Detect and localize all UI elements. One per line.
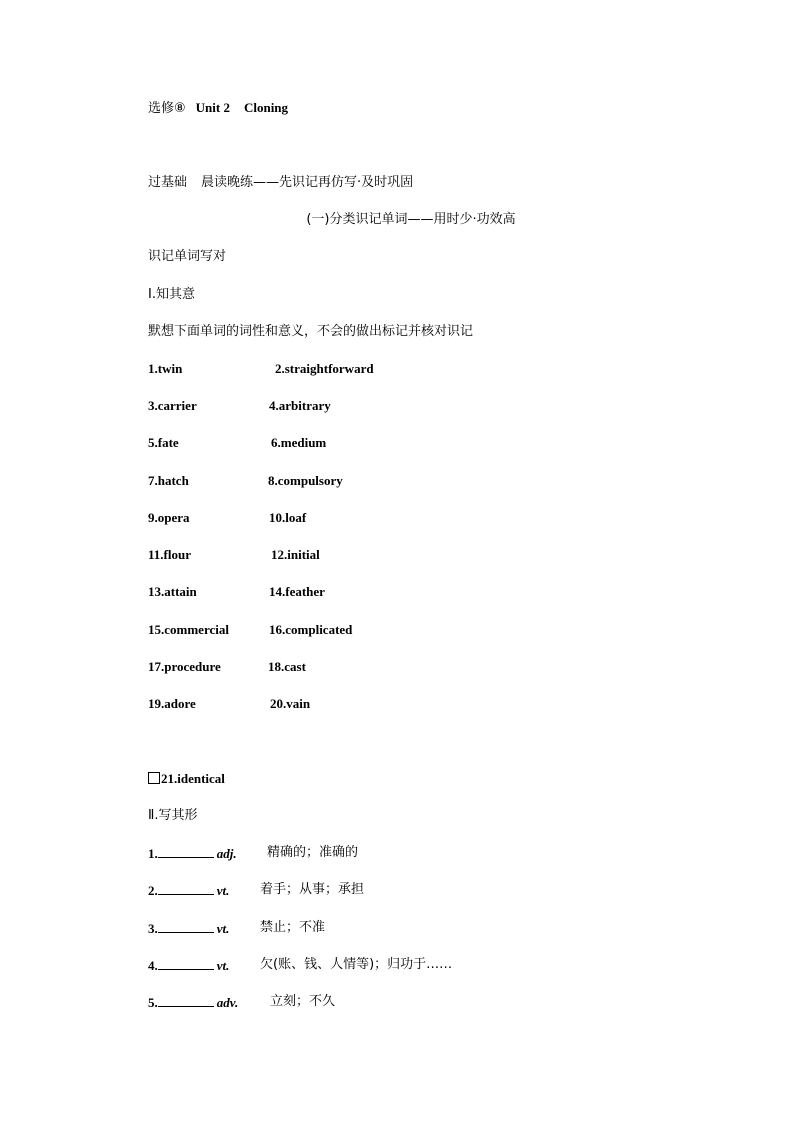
section-heading: [148, 174, 413, 192]
vocab-item: 15.commercial: [148, 622, 229, 637]
subsection-title: (一)分类识记单词——用时少·功效高: [306, 212, 516, 227]
vocab-item: 11.flour: [148, 547, 191, 562]
fill-number: 1.: [148, 846, 158, 861]
part-two-label: Ⅱ.写其形: [148, 808, 198, 823]
answer-blank[interactable]: [158, 881, 214, 895]
vocab-item: 18.cast: [268, 659, 306, 674]
vocab-item: 3.carrier: [148, 398, 197, 413]
part-of-speech: adj.: [216, 846, 237, 861]
answer-blank[interactable]: [158, 956, 214, 970]
fill-number: 2.: [148, 883, 158, 898]
part-of-speech: vt.: [216, 958, 230, 973]
answer-blank[interactable]: [158, 993, 214, 1007]
book-label: 选修⑧: [148, 101, 186, 116]
word-meaning: 着手；从事；承担: [260, 882, 365, 897]
vocab-item: 4.arbitrary: [269, 398, 331, 413]
part-one-label: Ⅰ.知其意: [148, 287, 195, 302]
vocab-item: 7.hatch: [148, 473, 189, 488]
vocab-item: 10.loaf: [269, 510, 307, 525]
unit-label: Unit 2: [195, 100, 230, 115]
fill-number: 3.: [148, 921, 158, 936]
page-title: [148, 99, 288, 118]
fill-row: [148, 993, 336, 1011]
word-meaning: 禁止；不准: [260, 920, 326, 935]
vocab-item: 5.fate: [148, 435, 179, 450]
fill-row: [148, 881, 365, 899]
checkbox-icon[interactable]: [148, 772, 160, 784]
fill-row: [148, 956, 453, 974]
vocab-item: 12.initial: [271, 547, 320, 562]
section-heading-part1: 过基础: [148, 175, 188, 190]
vocab-item: 2.straightforward: [275, 361, 374, 376]
fill-number: 4.: [148, 958, 158, 973]
word-meaning: 欠(账、钱、人情等)；归功于……: [260, 957, 453, 972]
part-of-speech: vt.: [216, 883, 230, 898]
unit-title: Cloning: [243, 100, 289, 115]
fill-number: 5.: [148, 995, 158, 1010]
word-meaning: 精确的；准确的: [267, 845, 359, 860]
vocab-item: 8.compulsory: [268, 473, 343, 488]
section-heading-part2: 晨读晚练——先识记再仿写·及时巩固: [201, 175, 414, 190]
part-one-instruction: 默想下面单词的词性和意义，不会的做出标记并核对识记: [148, 324, 474, 339]
answer-blank[interactable]: [158, 844, 214, 858]
vocab-item: 1.twin: [148, 361, 183, 376]
answer-blank[interactable]: [158, 919, 214, 933]
vocab-item: 20.vain: [270, 696, 311, 711]
vocab-item: 6.medium: [271, 435, 327, 450]
vocab-item: 17.procedure: [148, 659, 221, 674]
vocab-item: 9.opera: [148, 510, 190, 525]
part-of-speech: vt.: [216, 921, 230, 936]
vocab-item: 14.feather: [269, 584, 325, 599]
fill-row: [148, 919, 326, 937]
fill-row: [148, 844, 359, 862]
vocab-item: 16.complicated: [269, 622, 353, 637]
word-meaning: 立刻；不久: [270, 994, 336, 1009]
category-title: 识记单词写对: [148, 249, 227, 264]
vocab-item: 21.identical: [161, 771, 225, 786]
vocab-item: 19.adore: [148, 696, 196, 711]
vocab-extra-item: [148, 770, 225, 788]
vocab-item: 13.attain: [148, 584, 197, 599]
part-of-speech: adv.: [216, 995, 239, 1010]
